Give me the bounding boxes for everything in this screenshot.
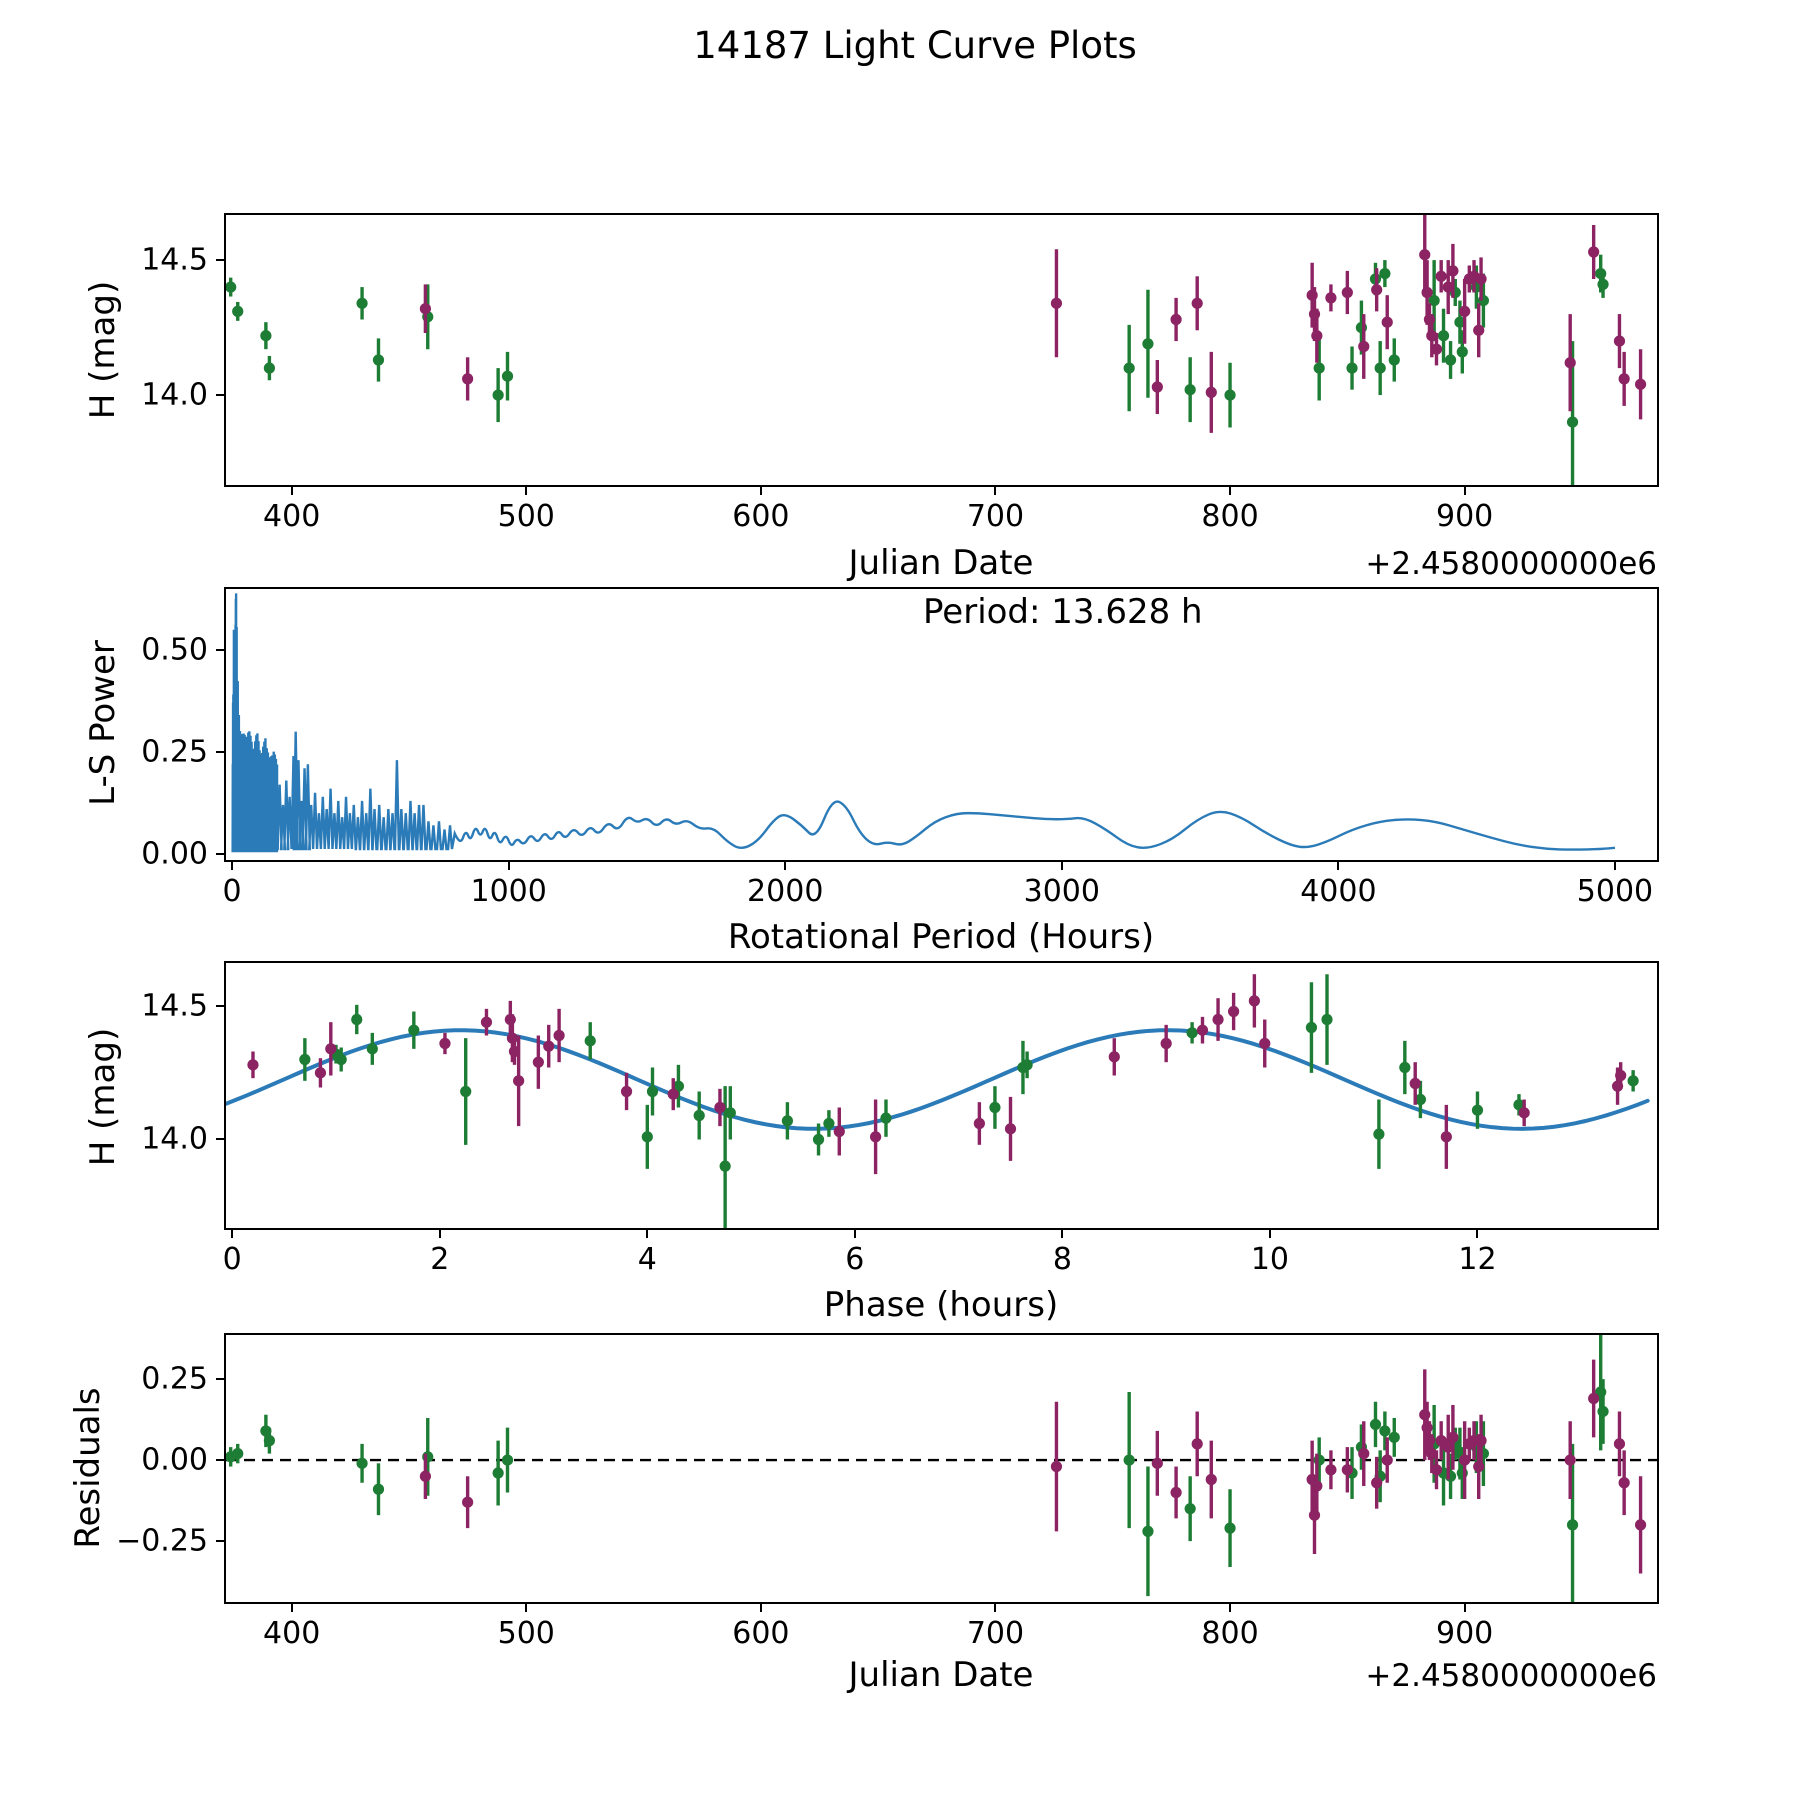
data-point	[1473, 325, 1484, 336]
ax1-offset-text: +2.4580000000e6	[1365, 546, 1657, 582]
y-tick-mark	[216, 1540, 226, 1542]
data-point	[502, 1454, 513, 1465]
data-point	[356, 1458, 367, 1469]
y-tick-mark	[216, 853, 226, 855]
ax4-ylabel: Residuals	[68, 1387, 108, 1549]
green-observations-markers	[299, 1014, 1638, 1172]
x-tick-label: 6	[845, 1242, 865, 1277]
data-point	[1447, 1432, 1458, 1443]
data-point	[694, 1110, 705, 1121]
residuals-plot	[224, 1333, 1659, 1604]
data-point	[1619, 373, 1630, 384]
x-tick-label: 4000	[1300, 874, 1377, 909]
data-point	[1567, 416, 1578, 427]
x-tick-mark	[1229, 1602, 1231, 1612]
data-point	[351, 1014, 362, 1025]
data-point	[554, 1030, 565, 1041]
x-tick-label: 10	[1250, 1242, 1290, 1277]
data-point	[647, 1086, 658, 1097]
x-tick-label: 800	[1201, 499, 1259, 534]
y-tick-mark	[216, 1138, 226, 1140]
x-tick-label: 8	[1052, 1242, 1072, 1277]
data-point	[462, 1497, 473, 1508]
x-tick-mark	[1061, 1228, 1063, 1238]
data-point	[373, 354, 384, 365]
y-tick-label: −0.25	[116, 1523, 208, 1559]
ax2-ylabel: L-S Power	[83, 640, 123, 806]
data-point	[1379, 268, 1390, 279]
data-point	[1373, 1129, 1384, 1140]
data-point	[1152, 381, 1163, 392]
data-point	[1325, 292, 1336, 303]
data-point	[356, 298, 367, 309]
data-point	[1358, 341, 1369, 352]
y-tick-mark	[216, 259, 226, 261]
x-tick-label: 900	[1435, 499, 1494, 534]
data-point	[1375, 362, 1386, 373]
data-point	[1311, 1480, 1322, 1491]
x-tick-mark	[525, 485, 527, 495]
data-point	[1228, 1006, 1239, 1017]
data-point	[1431, 344, 1442, 355]
data-point	[1472, 1105, 1483, 1116]
x-tick-mark	[854, 1228, 856, 1238]
x-tick-label: 400	[263, 1616, 321, 1651]
data-point	[1342, 1464, 1353, 1475]
x-tick-label: 500	[497, 499, 555, 534]
purple-observations-errorbars	[253, 974, 1621, 1174]
x-tick-mark	[1337, 860, 1339, 870]
x-tick-mark	[1476, 1228, 1478, 1238]
x-tick-label: 700	[966, 499, 1025, 534]
data-point	[481, 1017, 492, 1028]
data-point	[1619, 1477, 1630, 1488]
data-point	[1426, 330, 1437, 341]
data-point	[1588, 246, 1599, 257]
data-point	[1249, 995, 1260, 1006]
ax4-offset-text: +2.4580000000e6	[1365, 1658, 1657, 1694]
data-point	[1565, 1454, 1576, 1465]
data-point	[1389, 354, 1400, 365]
data-point	[1614, 335, 1625, 346]
data-point	[1307, 290, 1318, 301]
x-tick-label: 5000	[1576, 874, 1654, 909]
data-point	[870, 1131, 881, 1142]
data-point	[1142, 338, 1153, 349]
data-point	[226, 281, 236, 292]
data-point	[462, 373, 473, 384]
data-point	[1192, 1438, 1203, 1449]
data-point	[1314, 362, 1325, 373]
data-point	[420, 1471, 431, 1482]
x-tick-mark	[784, 860, 786, 870]
y-tick-label: 14.5	[141, 988, 208, 1024]
data-point	[264, 1435, 275, 1446]
data-point	[1382, 1454, 1393, 1465]
data-point	[1419, 1409, 1430, 1420]
data-point	[1628, 1075, 1639, 1086]
data-point	[367, 1043, 378, 1054]
data-point	[513, 1075, 524, 1086]
phase-lightcurve-canvas	[226, 963, 1657, 1228]
data-point	[507, 1033, 518, 1044]
data-point	[1436, 271, 1447, 282]
data-point	[1389, 1432, 1400, 1443]
data-point	[1438, 330, 1449, 341]
data-point	[1382, 317, 1393, 328]
ax3-xlabel: Phase (hours)	[823, 1285, 1059, 1325]
y-tick-label: 14.0	[141, 377, 208, 413]
x-tick-label: 600	[732, 499, 790, 534]
data-point	[1051, 1461, 1062, 1472]
data-point	[1588, 1393, 1599, 1404]
y-tick-mark	[216, 649, 226, 651]
figure-title: 14187 Light Curve Plots	[693, 24, 1137, 67]
x-tick-label: 2	[430, 1242, 450, 1277]
data-point	[668, 1089, 679, 1100]
data-point	[880, 1113, 891, 1124]
y-tick-label: 0.00	[141, 836, 208, 872]
x-tick-label: 800	[1201, 1616, 1259, 1651]
data-point	[1187, 1027, 1198, 1038]
x-tick-mark	[646, 1228, 648, 1238]
data-point	[1612, 1081, 1623, 1092]
data-point	[299, 1054, 310, 1065]
purple-observations-markers	[247, 995, 1626, 1142]
y-tick-mark	[216, 1005, 226, 1007]
data-point	[974, 1118, 985, 1129]
y-tick-label: 0.00	[141, 1442, 208, 1478]
data-point	[264, 362, 275, 373]
y-tick-label: 0.25	[141, 1361, 208, 1397]
data-point	[460, 1086, 471, 1097]
data-point	[1399, 1062, 1410, 1073]
periodogram-line	[233, 593, 1615, 852]
data-point	[315, 1067, 326, 1078]
green-observations-errorbars	[231, 255, 1603, 485]
data-point	[1595, 268, 1606, 279]
x-tick-mark	[291, 485, 293, 495]
x-tick-mark	[508, 860, 510, 870]
y-tick-label: 0.25	[141, 734, 208, 770]
data-point	[1635, 1519, 1646, 1530]
ax1-xlabel: Julian Date	[848, 543, 1034, 583]
data-point	[325, 1043, 336, 1054]
data-point	[232, 1448, 243, 1459]
fit-curve	[226, 1030, 1648, 1129]
data-point	[1321, 1014, 1332, 1025]
data-point	[509, 1046, 520, 1057]
data-point	[502, 371, 513, 382]
data-point	[1224, 1523, 1235, 1534]
data-point	[420, 303, 431, 314]
y-tick-label: 14.5	[141, 242, 208, 278]
data-point	[1597, 1406, 1608, 1417]
data-point	[1212, 1014, 1223, 1025]
data-point	[1142, 1526, 1153, 1537]
x-tick-mark	[1464, 485, 1466, 495]
x-tick-label: 4	[637, 1242, 657, 1277]
green-observations-markers	[226, 268, 1609, 428]
x-tick-mark	[994, 485, 996, 495]
data-point	[989, 1102, 1000, 1113]
jd-lightcurve-canvas	[226, 215, 1657, 485]
data-point	[260, 330, 271, 341]
data-point	[621, 1086, 632, 1097]
data-point	[543, 1041, 554, 1052]
data-point	[1426, 1448, 1437, 1459]
data-point	[714, 1102, 725, 1113]
data-point	[1170, 314, 1181, 325]
data-point	[1325, 1464, 1336, 1475]
data-point	[1259, 1038, 1270, 1049]
purple-observations-markers	[420, 1393, 1646, 1531]
data-point	[1419, 249, 1430, 260]
data-point	[1565, 357, 1576, 368]
y-tick-mark	[216, 1459, 226, 1461]
x-tick-label: 12	[1458, 1242, 1497, 1277]
data-point	[247, 1059, 258, 1070]
data-point	[1614, 1438, 1625, 1449]
period-annotation: Period: 13.628 h	[923, 592, 1203, 632]
data-point	[1185, 1503, 1196, 1514]
data-point	[1424, 1435, 1435, 1446]
y-tick-label: 14.0	[141, 1121, 208, 1157]
x-tick-mark	[1229, 485, 1231, 495]
x-tick-mark	[439, 1228, 441, 1238]
x-tick-mark	[994, 1602, 996, 1612]
data-point	[1459, 1454, 1470, 1465]
data-point	[1051, 298, 1062, 309]
data-point	[1206, 1474, 1217, 1485]
data-point	[1358, 1448, 1369, 1459]
y-tick-mark	[216, 1378, 226, 1380]
x-tick-label: 0	[222, 874, 242, 909]
data-point	[725, 1107, 736, 1118]
data-point	[1197, 1025, 1208, 1036]
data-point	[1192, 298, 1203, 309]
data-point	[1410, 1078, 1421, 1089]
data-point	[1309, 1510, 1320, 1521]
data-point	[782, 1115, 793, 1126]
x-tick-label: 400	[263, 499, 321, 534]
data-point	[505, 1014, 516, 1025]
data-point	[1475, 273, 1486, 284]
data-point	[1443, 1442, 1454, 1453]
data-point	[1022, 1059, 1033, 1070]
data-point	[1443, 281, 1454, 292]
data-point	[260, 1425, 271, 1436]
data-point	[1447, 265, 1458, 276]
x-tick-label: 600	[732, 1616, 790, 1651]
ax2-xlabel: Rotational Period (Hours)	[727, 917, 1155, 957]
data-point	[493, 1467, 504, 1478]
data-point	[823, 1118, 834, 1129]
x-tick-mark	[231, 1228, 233, 1238]
x-tick-mark	[1061, 860, 1063, 870]
y-tick-mark	[216, 394, 226, 396]
data-point	[1567, 1519, 1578, 1530]
data-point	[1342, 287, 1353, 298]
data-point	[1185, 384, 1196, 395]
data-point	[813, 1134, 824, 1145]
data-point	[1206, 387, 1217, 398]
data-point	[1459, 306, 1470, 317]
data-point	[1370, 1419, 1381, 1430]
y-tick-label: 0.50	[141, 632, 208, 668]
data-point	[439, 1038, 450, 1049]
x-tick-label: 1000	[470, 874, 547, 909]
data-point	[1311, 330, 1322, 341]
data-point	[1445, 354, 1456, 365]
data-point	[1422, 1422, 1433, 1433]
x-tick-mark	[231, 860, 233, 870]
residuals-canvas	[226, 1335, 1657, 1602]
data-point	[1475, 1435, 1486, 1446]
data-point	[493, 389, 504, 400]
data-point	[373, 1484, 384, 1495]
data-point	[1371, 284, 1382, 295]
x-tick-label: 3000	[1023, 874, 1100, 909]
data-point	[1635, 379, 1646, 390]
x-tick-label: 2000	[747, 874, 824, 909]
data-point	[1431, 1464, 1442, 1475]
data-point	[1371, 1477, 1382, 1488]
x-tick-mark	[525, 1602, 527, 1612]
data-point	[1306, 1022, 1317, 1033]
data-point	[1615, 1070, 1626, 1081]
x-tick-mark	[1464, 1602, 1466, 1612]
data-point	[1422, 287, 1433, 298]
x-tick-label: 700	[966, 1616, 1025, 1651]
data-point	[1441, 1131, 1452, 1142]
data-point	[720, 1161, 731, 1172]
data-point	[1346, 362, 1357, 373]
data-point	[1152, 1458, 1163, 1469]
data-point	[1124, 362, 1135, 373]
green-observations-errorbars	[231, 1335, 1603, 1602]
x-tick-mark	[1614, 860, 1616, 870]
y-tick-mark	[216, 751, 226, 753]
ax3-ylabel: H (mag)	[83, 1027, 123, 1167]
ax4-xlabel: Julian Date	[848, 1655, 1034, 1695]
data-point	[642, 1131, 653, 1142]
jd-lightcurve-plot	[224, 213, 1659, 487]
data-point	[1379, 1425, 1390, 1436]
ax1-ylabel: H (mag)	[83, 280, 123, 420]
x-tick-label: 0	[222, 1242, 242, 1277]
data-point	[232, 306, 243, 317]
data-point	[1005, 1123, 1016, 1134]
data-point	[1473, 1461, 1484, 1472]
data-point	[834, 1126, 845, 1137]
data-point	[1457, 346, 1468, 357]
data-point	[336, 1054, 347, 1065]
data-point	[533, 1057, 544, 1068]
data-point	[1224, 389, 1235, 400]
green-observations-markers	[226, 1386, 1609, 1537]
data-point	[1597, 279, 1608, 290]
data-point	[1124, 1454, 1135, 1465]
data-point	[585, 1035, 596, 1046]
data-point	[1170, 1487, 1181, 1498]
x-tick-label: 900	[1435, 1616, 1494, 1651]
phase-lightcurve-plot	[224, 961, 1659, 1230]
data-point	[1161, 1038, 1172, 1049]
x-tick-mark	[760, 485, 762, 495]
x-tick-label: 500	[497, 1616, 555, 1651]
green-observations-errorbars	[305, 974, 1633, 1228]
x-tick-mark	[1269, 1228, 1271, 1238]
data-point	[408, 1025, 419, 1036]
data-point	[1309, 308, 1320, 319]
data-point	[1519, 1107, 1530, 1118]
data-point	[1424, 314, 1435, 325]
data-point	[1109, 1051, 1120, 1062]
x-tick-mark	[291, 1602, 293, 1612]
x-tick-mark	[760, 1602, 762, 1612]
